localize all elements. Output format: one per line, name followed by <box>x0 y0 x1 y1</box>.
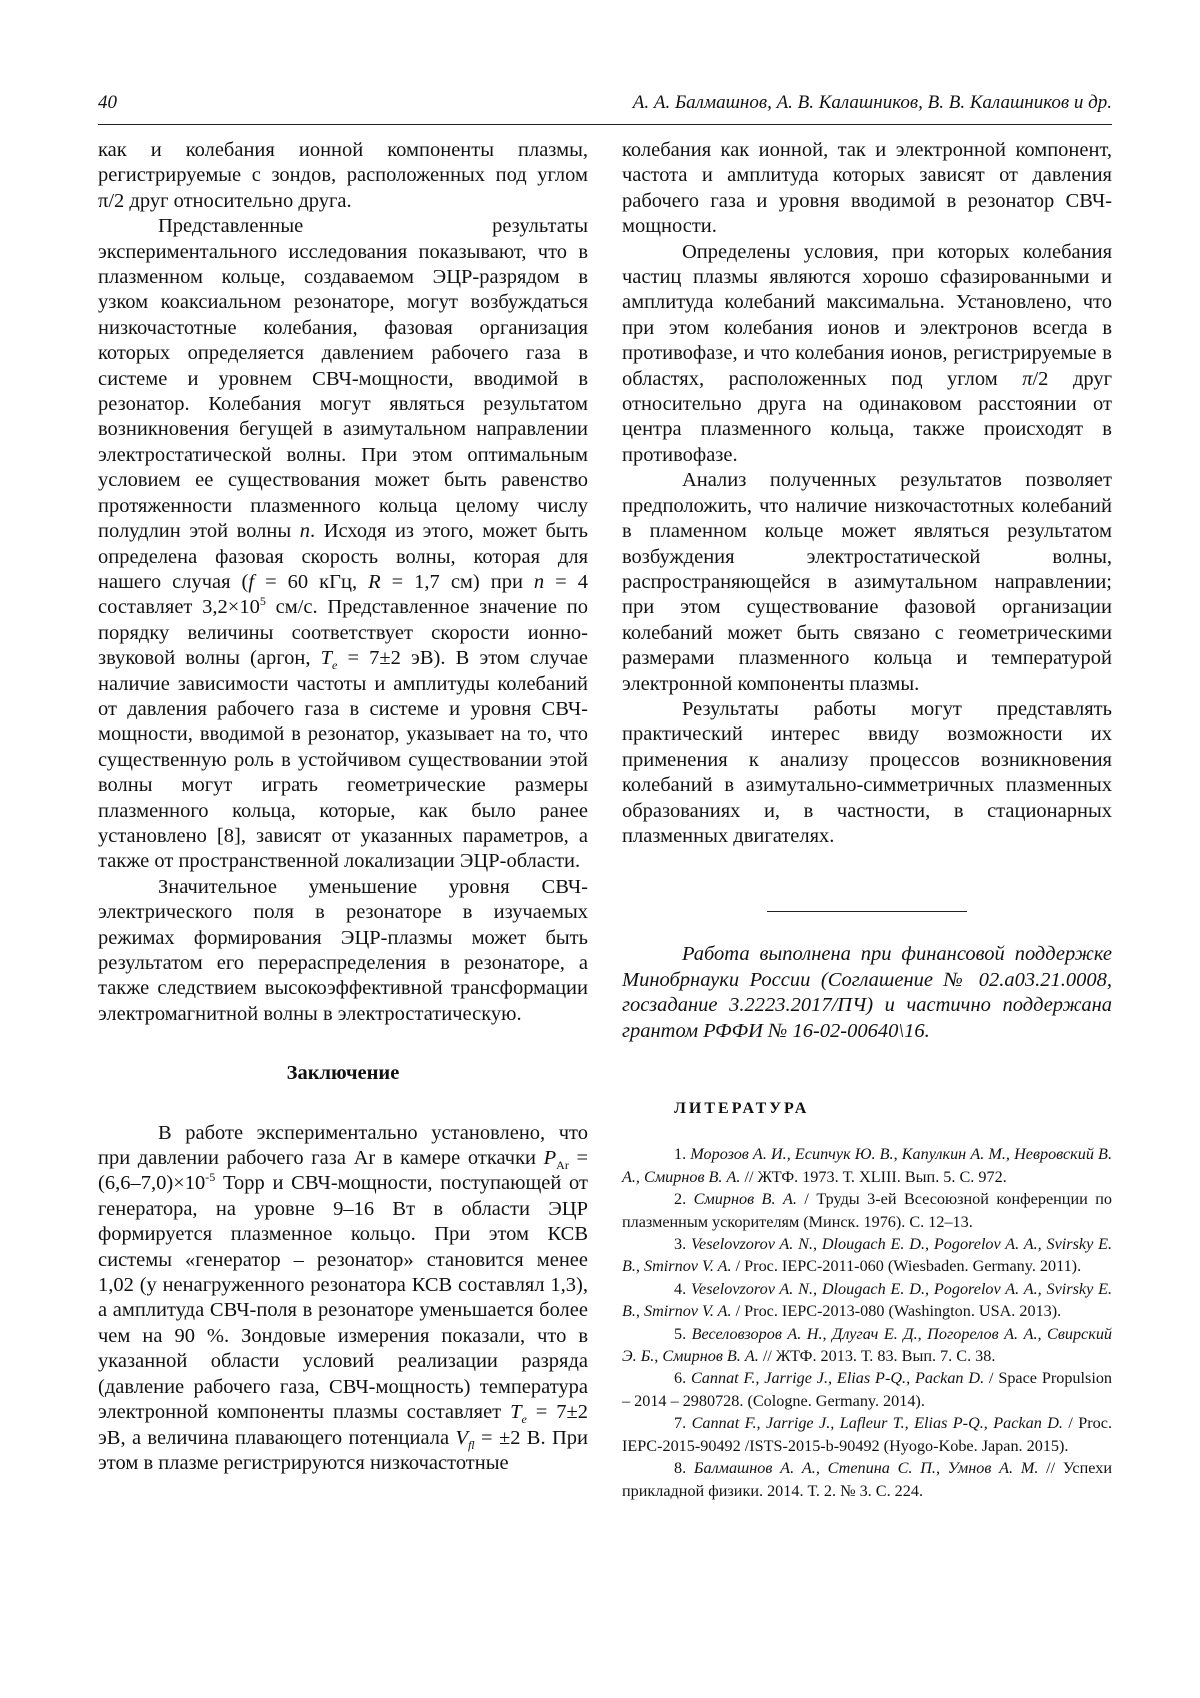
page-number: 40 <box>98 92 117 113</box>
header-rule <box>98 124 1112 125</box>
paragraph: Результаты работы могут представлять практический интерес ввиду возможности их применения к анализу процессов возникновения колебаний в азимутально-симметричных плазменных образованиях и, в частности, в стационарных плазменных двигателях. <box>622 697 1112 847</box>
reference-item: 4. Veselovzorov A. N., Dlougach E. D., Pogorelov A. A., Svirsky E. B., Smirnov V. A. / Proc. IEPC-2013-080 (Washington. USA. 2013). <box>622 1279 1113 1321</box>
reference-item: 7. Cannat F., Jarrige J., Lafleur T., Elias P-Q., Packan D. / Proc. IEPC-2015-90492 /ISTS-2015-b-90492 (Hyogo-Kobe. Japan. 2015). <box>622 1414 1112 1455</box>
paragraph: как и колебания ионной компоненты плазмы, регистрируемые с зондов, расположенных под углом π/2 друг относительно друга. <box>98 139 588 212</box>
reference-item: 2. Смирнов В. А. / Труды 3-ей Всесоюзной конференции по плазменным ускорителям (Минск. 1976). С. 12–13. <box>622 1190 1113 1231</box>
left-column <box>98 138 588 1476</box>
paragraph: Представленные результаты экспериментального исследования показывают, что в плазменном кольце, создаваемом ЭЦР-разрядом в узком коаксиальном резонаторе, могут возбуждаться низкочастотные колебания, фазовая организация которых определяется давлением рабочего газа в системе и уровнем СВЧ-мощности, вводимой в резонатор. Колебания могут являться результатом возникновения бегущей в азимутальном направлении электростатической волны. При этом оптимальным условием ее существования может быть равенство протяженности плазменного кольца целому числу полудлин этой волны n. Исходя из этого, может быть определена фазовая скорость волны, которая для нашего случая (f = 60 кГц, R = 1,7 см) при n = 4 составляет $3,2\times 10^5$ см/с. Представленное значение по порядку величины соответствует скорости ионно-звуковой волны (аргон, $T_e = 7\pm 2$ эВ). В этом случае наличие зависимости частоты и амплитуды колебаний от давления рабочего газа в системе и уровня СВЧ-мощности, вводимой в резонатор, указывает на то, что существенную роль в устойчивом существовании этой волны могут играть геометрические размеры плазменного кольца, которые, как было ранее установлено [8], зависят от указанных параметров, а также от пространственной локализации ЭЦР-области. <box>98 215 588 873</box>
running-head: А. А. Балмашнов, А. В. Калашников, В. В. Калашников и др. <box>632 92 1112 113</box>
paragraph: Анализ полученных результатов позволяет предположить, что наличие низкочастотных колебаний в пламенном кольце может являться результатом возбуждения электростатической волны, распространяющейся в азимутальном направлении; при этом существование фазовой организации колебаний может быть связано с геометрическими размерами плазменного кольца и температурой электронной компоненты плазмы. <box>622 469 1112 695</box>
section-heading: Заключение <box>286 1062 400 1085</box>
separator-rule <box>767 911 967 912</box>
paragraph: В работе экспериментально установлено, что при давлении рабочего газа Ar в камере откачки $P_{Ar} = (6,6-7,0)\times 10^{-5}$ Торр и СВЧ-мощности, поступающей от генератора, на уровне 9–16 Вт в области ЭЦР формируется плазменное кольцо. При этом КСВ системы «генератор – резонатор» становится менее 1,02 (у ненагруженного резонатора КСВ составлял 1,3), а амплитуда СВЧ-поля в резонаторе уменьшается более чем на 90 %. Зондовые измерения показали, что в указанной области условий реализации разряда (давление рабочего газа, СВЧ-мощность) температура электронной компоненты плазмы составляет $T_e = 7\pm 2$ эВ, а величина плавающего потенциала $V_{fl} = \pm 2$ В. При этом в плазме регистрируются низкочастотные <box>98 1121 589 1474</box>
paragraph: колебания как ионной, так и электронной компонент, частота и амплитуда которых зависят от давления рабочего газа и уровня вводимой в резонатор СВЧ-мощности. <box>622 139 1112 238</box>
reference-item: 3. Veselovzorov A. N., Dlougach E. D., Pogorelov A. A., Svirsky E. B., Smirnov V. A. / Proc. IEPC-2011-060 (Wiesbaden. Germany. 2011). <box>622 1235 1113 1276</box>
references-heading: ЛИТЕРАТУРА <box>674 1100 810 1117</box>
paragraph: Определены условия, при которых колебания частиц плазмы являются хорошо сфазированными и амплитуда колебаний максимальна. Установлено, что при этом колебания ионов и электронов всегда в противофазе, и что колебания ионов, регистрируемые в областях, расположенных под углом π/2 друг относительно друга на одинаковом расстоянии от центра плазменного кольца, также происходят в противофазе. <box>622 240 1113 466</box>
reference-item: 5. Веселовзоров А. Н., Длугач Е. Д., Погорелов А. А., Свирский Э. Б., Смирнов В. А. // ЖТФ. 2013. Т. 83. Вып. 7. С. 38. <box>622 1324 1113 1366</box>
funding-acknowledgement: Работа выполнена при финансовой поддержке Минобрнауки России (Соглашение № 02.а03.21.0008, госзадание 3.2223.2017/ПЧ) и частично поддержана грантом РФФИ № 16-02-00640\16. <box>622 943 1112 1042</box>
references-list <box>622 1143 1112 1502</box>
reference-item: 1. Морозов А. И., Есипчук Ю. В., Капулкин А. М., Невровский В. А., Смирнов В. А. // ЖТФ. 1973. Т. XLIII. Вып. 5. С. 972. <box>622 1145 1112 1186</box>
paragraph: Значительное уменьшение уровня СВЧ-электрического поля в резонаторе в изучаемых режимах формирования ЭЦР-плазмы может быть результатом его перераспределения в резонаторе, а также следствием высокоэффективной трансформации электромагнитной волны в электростатическую. <box>98 875 588 1025</box>
right-column <box>622 138 1112 1502</box>
reference-item: 6. Cannat F., Jarrige J., Elias P-Q., Packan D. / Space Propulsion – 2014 – 2980728. (Cologne. Germany. 2014). <box>622 1369 1113 1410</box>
reference-item: 8. Балмашнов А. А., Степина С. П., Умнов А. М. // Успехи прикладной физики. 2014. Т. 2. № 3. С. 224. <box>622 1459 1113 1500</box>
